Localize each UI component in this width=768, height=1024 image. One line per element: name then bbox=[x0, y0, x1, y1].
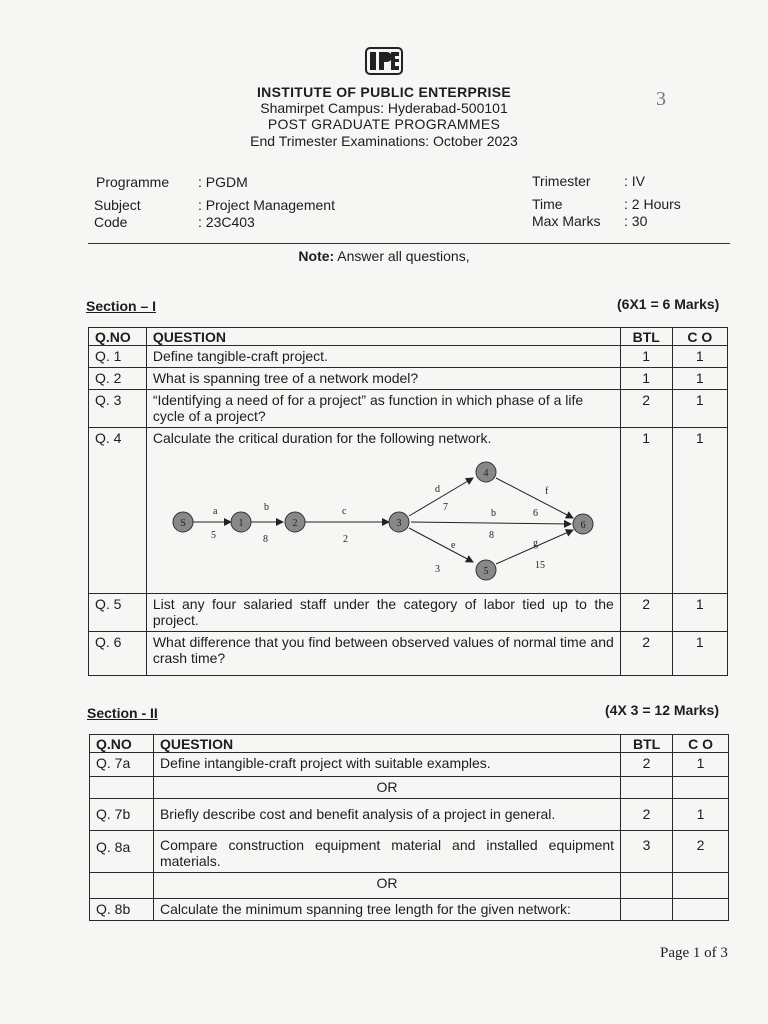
exam-title: End Trimester Examinations: October 2023 bbox=[250, 133, 518, 149]
btl-cell: 1 bbox=[620, 346, 672, 368]
label-duration-5: 5 bbox=[210, 530, 216, 541]
co-cell: 1 bbox=[673, 799, 729, 831]
btl-cell: 1 bbox=[620, 428, 672, 594]
label-duration-15: 15 bbox=[534, 560, 545, 571]
node-3 bbox=[389, 512, 409, 532]
col-header-qno: Q.NO bbox=[90, 735, 154, 753]
btl-cell: 1 bbox=[620, 368, 672, 390]
btl-cell bbox=[621, 899, 673, 921]
co-cell: 1 bbox=[672, 390, 727, 428]
maxmarks-label: Max Marks bbox=[532, 213, 601, 229]
co-cell: 1 bbox=[672, 368, 727, 390]
label-activity-c: c bbox=[341, 506, 347, 517]
question-cell: Calculate the minimum spanning tree length for the given network: bbox=[153, 899, 620, 921]
question-text: Calculate the critical duration for the following network. bbox=[152, 430, 492, 446]
question-cell: Define tangible-craft project. bbox=[146, 346, 620, 368]
co-cell: 1 bbox=[672, 594, 727, 632]
section-2-title: Section - II bbox=[87, 705, 158, 721]
table-row bbox=[90, 831, 729, 873]
label-duration-6: 6 bbox=[532, 508, 538, 519]
btl-cell: 2 bbox=[621, 753, 673, 777]
table-row bbox=[89, 390, 728, 428]
time-label: Time bbox=[532, 196, 563, 212]
node-6 bbox=[573, 514, 593, 534]
code-label: Code bbox=[94, 214, 128, 230]
section-2-marks: (4X 3 = 12 Marks) bbox=[605, 702, 720, 718]
svg-text:S: S bbox=[180, 518, 186, 529]
qno-cell: Q. 1 bbox=[89, 346, 147, 368]
svg-text:5: 5 bbox=[483, 566, 489, 577]
qno-cell: Q. 6 bbox=[89, 632, 147, 676]
table-row bbox=[89, 368, 728, 390]
node-5 bbox=[476, 560, 496, 580]
or-text: OR bbox=[153, 777, 620, 799]
node-s bbox=[173, 512, 193, 532]
table-row bbox=[90, 799, 729, 831]
co-cell: 1 bbox=[672, 428, 727, 594]
question-cell: Compare construction equipment material and installed equipment materials. bbox=[153, 831, 620, 873]
co-cell: 1 bbox=[672, 346, 727, 368]
table-row bbox=[89, 346, 728, 368]
label-duration-3: 3 bbox=[434, 564, 440, 575]
label-duration-8: 8 bbox=[262, 534, 268, 545]
label-activity-b2: b bbox=[490, 508, 496, 519]
btl-cell: 2 bbox=[620, 390, 672, 428]
co-cell: 1 bbox=[672, 632, 727, 676]
institute-name: INSTITUTE OF PUBLIC ENTERPRISE bbox=[256, 84, 511, 100]
node-4 bbox=[476, 462, 496, 482]
section-1-table bbox=[88, 327, 728, 676]
arrow-d bbox=[409, 478, 473, 516]
code-value: : 23C403 bbox=[198, 214, 255, 230]
svg-text:3: 3 bbox=[396, 518, 402, 529]
table-row bbox=[90, 899, 729, 921]
or-row bbox=[90, 873, 729, 899]
table-header-row bbox=[89, 328, 728, 346]
or-row bbox=[90, 777, 729, 799]
note-label: Note: bbox=[298, 248, 335, 264]
btl-cell: 3 bbox=[621, 831, 673, 873]
label-duration-7: 7 bbox=[442, 502, 448, 513]
table-row bbox=[90, 753, 729, 777]
label-activity-d: d bbox=[434, 484, 440, 495]
page-mark: 3 bbox=[656, 88, 666, 110]
question-cell: Define intangible-craft project with suitable examples. bbox=[153, 753, 620, 777]
qno-cell: Q. 7a bbox=[90, 753, 154, 777]
co-cell: 1 bbox=[673, 753, 729, 777]
section-2-table bbox=[89, 734, 729, 921]
question-cell: List any four salaried staff under the category of labor tied up to the project. bbox=[146, 594, 620, 632]
qno-cell: Q. 7b bbox=[90, 799, 154, 831]
arrow-b2 bbox=[411, 522, 571, 524]
table-row bbox=[89, 428, 728, 594]
col-header-question: QUESTION bbox=[153, 735, 620, 753]
label-activity-a: a bbox=[212, 506, 218, 517]
qno-cell: Q. 8a bbox=[90, 831, 154, 873]
page-number: Page 1 of 3 bbox=[660, 945, 728, 961]
time-value: : 2 Hours bbox=[624, 196, 681, 212]
svg-text:1: 1 bbox=[238, 518, 244, 529]
table-row bbox=[89, 594, 728, 632]
label-activity-e: e bbox=[450, 540, 456, 551]
qno-cell: Q. 3 bbox=[89, 390, 147, 428]
programme-value: : PGDM bbox=[198, 174, 248, 190]
qno-cell: Q. 5 bbox=[89, 594, 147, 632]
table-row bbox=[89, 632, 728, 676]
arrow-e bbox=[409, 528, 473, 562]
node-2 bbox=[285, 512, 305, 532]
subject-label: Subject bbox=[94, 197, 141, 213]
question-cell: What difference that you find between observed values of normal time and crash time? bbox=[146, 632, 620, 676]
label-activity-f: f bbox=[544, 486, 549, 497]
qno-cell: Q. 8b bbox=[90, 899, 154, 921]
col-header-co: C O bbox=[673, 735, 729, 753]
col-header-question: QUESTION bbox=[146, 328, 620, 346]
subject-value: : Project Management bbox=[198, 197, 335, 213]
note-text: Answer all questions, bbox=[334, 248, 470, 264]
campus-address: Shamirpet Campus: Hyderabad-500101 bbox=[260, 100, 508, 116]
note bbox=[0, 248, 768, 264]
label-activity-g: g bbox=[532, 538, 538, 549]
network-diagram bbox=[153, 446, 613, 586]
section-1-marks: (6X1 = 6 Marks) bbox=[617, 296, 720, 312]
co-cell: 2 bbox=[673, 831, 729, 873]
section-1-title: Section – I bbox=[86, 298, 157, 314]
label-duration-2: 2 bbox=[342, 534, 348, 545]
node-1 bbox=[231, 512, 251, 532]
svg-text:6: 6 bbox=[580, 520, 586, 531]
or-text: OR bbox=[153, 873, 620, 899]
question-cell: “Identifying a need of for a project” as function in which phase of a life cycle of a project? bbox=[146, 390, 620, 428]
question-cell: Briefly describe cost and benefit analysis of a project in general. bbox=[153, 799, 620, 831]
programme-label: Programme bbox=[96, 174, 170, 190]
btl-cell: 2 bbox=[621, 799, 673, 831]
qno-cell: Q. 4 bbox=[89, 428, 147, 594]
ipe-logo bbox=[364, 44, 404, 78]
trimester-value: : IV bbox=[624, 173, 646, 189]
table-header-row bbox=[90, 735, 729, 753]
divider bbox=[88, 243, 730, 244]
question-cell-with-diagram bbox=[146, 428, 620, 594]
label-activity-b: b bbox=[263, 502, 269, 513]
col-header-qno: Q.NO bbox=[89, 328, 147, 346]
co-cell bbox=[673, 899, 729, 921]
svg-text:2: 2 bbox=[292, 518, 298, 529]
maxmarks-value: : 30 bbox=[624, 213, 648, 229]
label-duration-8b: 8 bbox=[488, 530, 494, 541]
programmes-title: POST GRADUATE PROGRAMMES bbox=[267, 116, 501, 132]
btl-cell: 2 bbox=[620, 632, 672, 676]
col-header-co: C O bbox=[672, 328, 727, 346]
qno-cell: Q. 2 bbox=[89, 368, 147, 390]
btl-cell: 2 bbox=[620, 594, 672, 632]
col-header-btl: BTL bbox=[620, 328, 672, 346]
question-cell: What is spanning tree of a network model? bbox=[146, 368, 620, 390]
trimester-label: Trimester bbox=[532, 173, 591, 189]
svg-text:4: 4 bbox=[483, 468, 489, 479]
col-header-btl: BTL bbox=[621, 735, 673, 753]
